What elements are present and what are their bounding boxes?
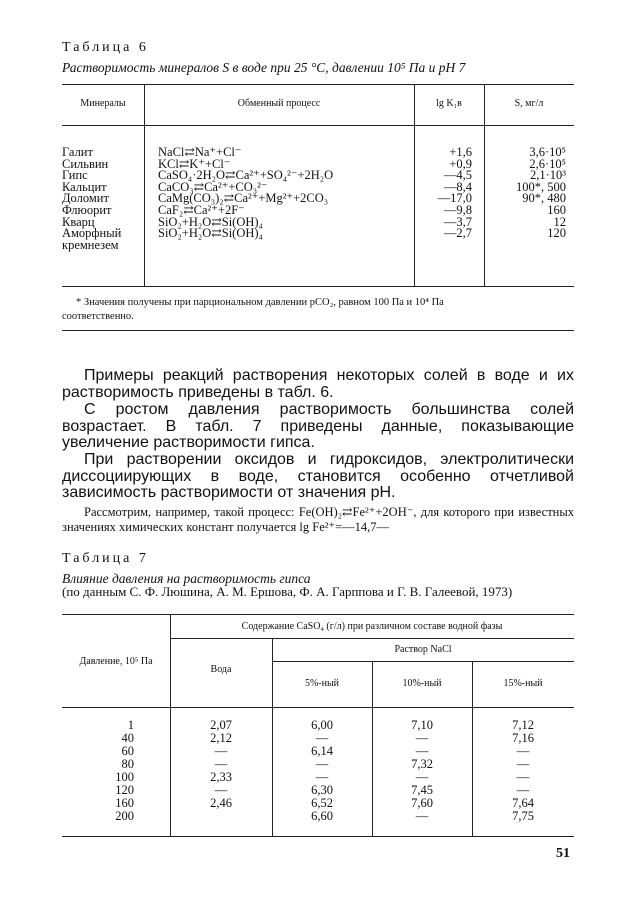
table7-cell-15pct: 7,12: [512, 718, 534, 732]
table7-header-5pct: 5%-ный: [304, 678, 340, 689]
table6-cell-lgk: —4,5: [443, 168, 472, 183]
table6-footnote-rule: [62, 330, 574, 331]
table6-cell-lgk: +1,6: [449, 145, 472, 159]
table7-source: (по данным С. Ф. Люшина, А. М. Ершова, Ф. А. Гарппова и Г. В. Галеевой, 1973): [62, 584, 513, 599]
page-number: 51: [556, 846, 570, 861]
table7-header-pressure: Давление, 10⁵ Па: [79, 656, 153, 667]
table6-caption: Растворимость минералов S в воде при 25 °С, давлении 10⁵ Па и рН 7: [62, 60, 466, 75]
paragraph-1: Примеры реакций растворения некоторых солей в воде и их растворимость приведены в табл. 6.: [62, 367, 574, 401]
table7-cell-pressure: 1: [127, 718, 134, 732]
table7-label: Таблица 7: [62, 551, 149, 566]
paragraph-3: При растворении оксидов и гидроксидов, электролитически диссоциирующих в воде, становится особенно отчетливой зависимость растворимости от значения рН.: [62, 451, 574, 501]
table7-cell-10pct: —: [415, 809, 429, 823]
table7-cell-15pct: —: [516, 757, 530, 771]
table6-header-minerals: Минералы: [80, 98, 126, 109]
table7-cell-15pct: —: [516, 770, 530, 784]
table7-cell-pressure: 40: [121, 731, 134, 745]
table7-nacl-rule: [272, 661, 574, 662]
table6-cell-mineral: Кальцит: [62, 179, 107, 194]
table6-cell-mineral: Гипс: [62, 168, 88, 183]
table6-col-divider: [484, 84, 485, 286]
table7-top-rule: [62, 614, 574, 615]
table7-cell-10pct: —: [415, 744, 429, 758]
table6-cell-process: NaCl⇄Na⁺+Cl⁻: [158, 145, 242, 159]
table7-cell-10pct: 7,45: [411, 783, 433, 797]
table6-cell-s: 12: [553, 214, 566, 229]
table6-cell-mineral: кремнезем: [62, 237, 119, 252]
table7-cell-5pct: 6,30: [311, 783, 333, 797]
table6-header-s: S, мг/л: [514, 98, 544, 109]
table6-header-lgk: lg K₁в: [436, 98, 462, 109]
table7-caption: Влияние давления на растворимость гипса: [62, 571, 311, 586]
table6-cell-process: CaSO₄·2H₂O⇄Ca²⁺+SO₄²⁻+2H₂O: [158, 168, 334, 183]
table7-cell-10pct: 7,32: [411, 757, 433, 771]
table7-cell-pressure: 200: [115, 809, 134, 823]
table6-cell-process: SiO₂+H₂O⇄Si(OH)₄: [158, 214, 263, 229]
table7-cell-pressure: 80: [121, 757, 134, 771]
table6-cell-s: 3,6·10⁵: [529, 145, 566, 159]
table7-cell-5pct: 6,00: [311, 718, 333, 732]
table6-cell-lgk: +0,9: [449, 156, 472, 171]
table6-cell-process: KCl⇄K⁺+Cl⁻: [158, 156, 231, 171]
table7-header-rule: [62, 707, 574, 708]
table7-cell-water: —: [214, 744, 228, 758]
table6-cell-s: 160: [547, 203, 566, 217]
table6-cell-process: SiO₂+H₂O⇄Si(OH)₄: [158, 226, 263, 241]
table6-cell-lgk: —2,7: [443, 226, 472, 241]
table7-cell-10pct: —: [415, 731, 429, 745]
table6-cell-process: CaF₂⇄Ca²⁺+2F⁻: [158, 203, 245, 217]
table7-bottom-rule: [62, 836, 574, 837]
table6-footnote-cont: соответственно.: [62, 311, 134, 322]
table7-header-content: Содержание CaSO₄ (г/л) при различном составе водной фазы: [241, 621, 503, 632]
table6-bottom-rule: [62, 286, 574, 287]
table7-header-15pct: 15%-ный: [503, 678, 543, 689]
table6-cell-mineral: Аморфный: [62, 226, 122, 241]
paragraph-4: Рассмотрим, например, такой процесс: Fe(OH)₂⇄Fe²⁺+2OH⁻, для которого при известных значениях химических констант получается lg Fe²⁺=—14,7—: [62, 505, 574, 534]
table7-cell-water: 2,33: [210, 770, 232, 784]
table7-cell-5pct: —: [315, 757, 329, 771]
table6-cell-mineral: Сильвин: [62, 156, 109, 171]
table7-cell-15pct: 7,16: [512, 731, 534, 745]
table6-cell-s: 120: [547, 226, 566, 241]
table7-header-10pct: 10%-ный: [402, 678, 442, 689]
table6-cell-lgk: —8,4: [443, 179, 472, 194]
table7-cell-5pct: 6,14: [311, 744, 333, 758]
table6-header-rule: [62, 125, 574, 126]
table7-cell-15pct: 7,75: [512, 809, 534, 823]
table7-cell-5pct: 6,52: [311, 796, 333, 810]
table7-cell-15pct: —: [516, 744, 530, 758]
table6-footnote: * Значения получены при парциональном давлении pCO₂, равном 100 Па и 10⁴ Па: [76, 297, 444, 308]
table6-top-rule: [62, 84, 574, 85]
table6-cell-s: 2,6·10⁵: [529, 156, 566, 171]
table7-cell-5pct: —: [315, 770, 329, 784]
table6-cell-process: CaCO₃⇄Ca²⁺+CO₃²⁻: [158, 179, 268, 194]
table6-cell-process: CaMg(CO₃)₂⇄Ca²⁺+Mg²⁺+2CO₃: [158, 191, 329, 206]
table7-cell-pressure: 160: [115, 796, 134, 810]
table7-header-nacl: Раствор NaCl: [394, 644, 452, 655]
table6-cell-lgk: —17,0: [437, 191, 472, 206]
table7-cell-pressure: 60: [121, 744, 134, 758]
table6-cell-mineral: Флюорит: [62, 203, 112, 217]
table7-cell-water: —: [214, 783, 228, 797]
table7-cell-10pct: —: [415, 770, 429, 784]
table6-cell-lgk: —3,7: [443, 214, 472, 229]
table6-cell-lgk: —9,8: [443, 203, 472, 217]
table7-cell-5pct: —: [315, 731, 329, 745]
table6-label: Таблица 6: [62, 40, 149, 55]
table7-cell-pressure: 120: [115, 783, 134, 797]
table6-header-process: Обменный процесс: [237, 98, 321, 109]
table7-cell-15pct: —: [516, 783, 530, 797]
table7-cell-pressure: 100: [115, 770, 134, 784]
table7-cell-water: 2,46: [210, 796, 232, 810]
table6-cell-s: 2,1·10³: [529, 168, 566, 183]
table7-cell-15pct: 7,64: [512, 796, 534, 810]
table7-cell-water: 2,07: [210, 718, 232, 732]
table7-cell-water: 2,12: [210, 731, 232, 745]
table6-cell-s: 90*, 480: [522, 191, 566, 206]
table6-cell-mineral: Доломит: [62, 191, 109, 206]
table6-cell-mineral: Кварц: [62, 214, 95, 229]
table7-cell-10pct: 7,60: [411, 796, 433, 810]
table7-subheader-rule: [170, 638, 574, 639]
paragraph-2: С ростом давления растворимость большинства солей возрастает. В табл. 7 приведены данные, показывающие увеличение растворимости гипса.: [62, 401, 574, 451]
table6-cell-s: 100*, 500: [516, 179, 566, 194]
table7-cell-5pct: 6,60: [311, 809, 333, 823]
table7-cell-water: —: [214, 757, 228, 771]
table6-cell-mineral: Галит: [62, 145, 93, 159]
table7-cell-10pct: 7,10: [411, 718, 433, 732]
table7-header-water: Вода: [210, 664, 232, 675]
table6-col-divider: [144, 84, 145, 286]
